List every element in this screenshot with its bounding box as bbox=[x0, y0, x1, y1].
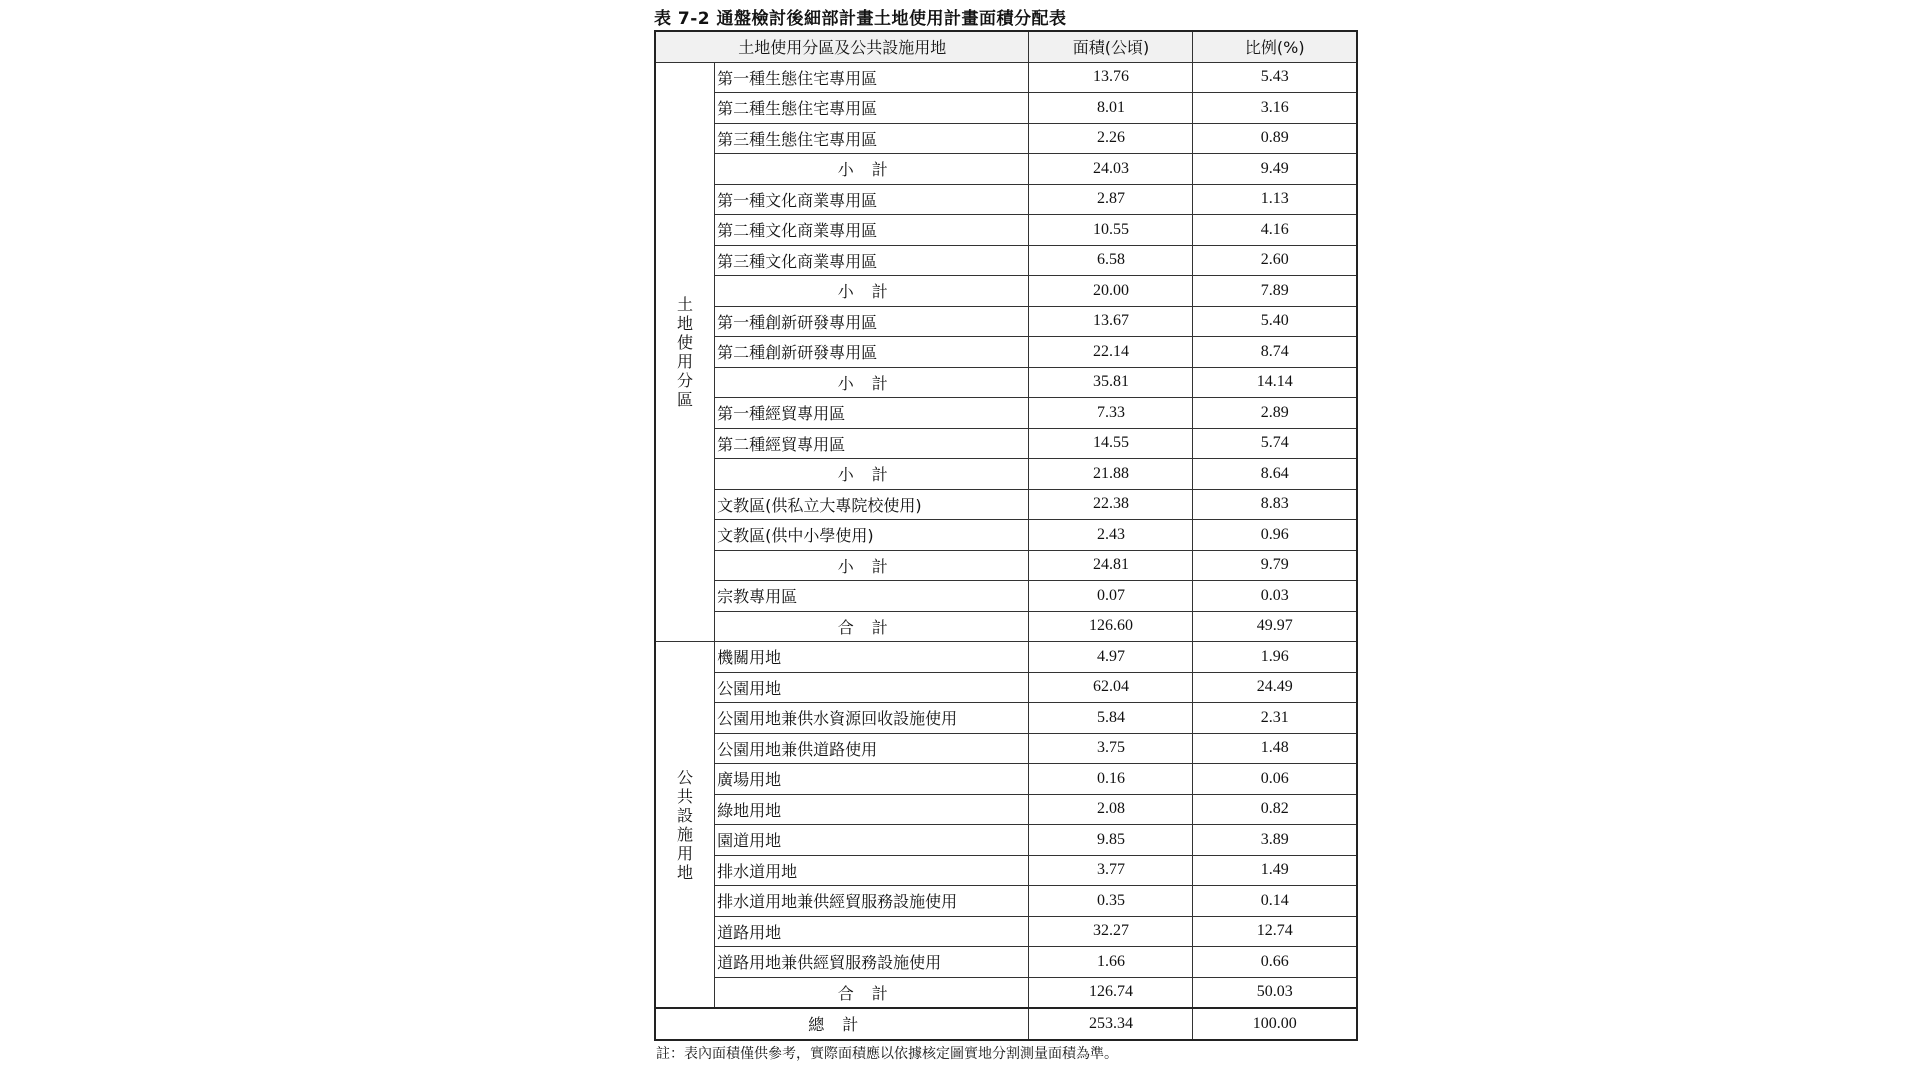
area-value: 2.43 bbox=[1029, 520, 1193, 551]
area-value: 2.87 bbox=[1029, 184, 1193, 215]
table-row bbox=[655, 642, 1357, 673]
table-row bbox=[655, 886, 1357, 917]
subtotal-row bbox=[655, 459, 1357, 490]
table-row bbox=[655, 581, 1357, 612]
zone-name: 道路用地兼供經貿服務設施使用 bbox=[715, 947, 1029, 978]
group-label: 土地使用分區 bbox=[677, 294, 694, 409]
ratio-value: 9.79 bbox=[1193, 550, 1357, 581]
area-value: 126.60 bbox=[1029, 611, 1193, 642]
table-row bbox=[655, 794, 1357, 825]
table-row bbox=[655, 855, 1357, 886]
ratio-value: 9.49 bbox=[1193, 154, 1357, 185]
zone-name: 第二種經貿專用區 bbox=[715, 428, 1029, 459]
ratio-value: 1.96 bbox=[1193, 642, 1357, 673]
zone-name: 道路用地 bbox=[715, 916, 1029, 947]
ratio-value: 0.03 bbox=[1193, 581, 1357, 612]
table-row bbox=[655, 947, 1357, 978]
area-value: 2.08 bbox=[1029, 794, 1193, 825]
table-row bbox=[655, 733, 1357, 764]
area-value: 7.33 bbox=[1029, 398, 1193, 429]
ratio-value: 0.14 bbox=[1193, 886, 1357, 917]
ratio-value: 0.96 bbox=[1193, 520, 1357, 551]
area-value: 3.77 bbox=[1029, 855, 1193, 886]
table-row bbox=[655, 245, 1357, 276]
subtotal-row bbox=[655, 611, 1357, 642]
grand-total-row bbox=[655, 1008, 1357, 1040]
table-row bbox=[655, 703, 1357, 734]
table-row bbox=[655, 215, 1357, 246]
zone-name: 第二種文化商業專用區 bbox=[715, 215, 1029, 246]
ratio-value: 12.74 bbox=[1193, 916, 1357, 947]
table-footnote: 註：表內面積僅供參考，實際面積應以依據核定圖實地分割測量面積為準。 bbox=[656, 1045, 1118, 1062]
ratio-value: 3.16 bbox=[1193, 93, 1357, 124]
subtotal-row bbox=[655, 276, 1357, 307]
zone-name: 公園用地 bbox=[715, 672, 1029, 703]
header-category: 土地使用分區及公共設施用地 bbox=[655, 31, 1029, 62]
area-value: 13.67 bbox=[1029, 306, 1193, 337]
area-value: 10.55 bbox=[1029, 215, 1193, 246]
zone-name: 第一種文化商業專用區 bbox=[715, 184, 1029, 215]
table-row bbox=[655, 93, 1357, 124]
subtotal-row bbox=[655, 154, 1357, 185]
zone-name: 機關用地 bbox=[715, 642, 1029, 673]
area-value: 0.16 bbox=[1029, 764, 1193, 795]
area-value: 24.81 bbox=[1029, 550, 1193, 581]
area-value: 0.07 bbox=[1029, 581, 1193, 612]
grand-total-label: 總計 bbox=[655, 1008, 1029, 1040]
zone-name: 第一種創新研發專用區 bbox=[715, 306, 1029, 337]
zone-name: 第三種文化商業專用區 bbox=[715, 245, 1029, 276]
ratio-value: 50.03 bbox=[1193, 977, 1357, 1008]
zone-name: 第二種生態住宅專用區 bbox=[715, 93, 1029, 124]
table-row bbox=[655, 916, 1357, 947]
ratio-value: 1.13 bbox=[1193, 184, 1357, 215]
table-row bbox=[655, 337, 1357, 368]
ratio-value: 1.49 bbox=[1193, 855, 1357, 886]
subtotal-label: 小計 bbox=[715, 154, 1029, 185]
zone-name: 園道用地 bbox=[715, 825, 1029, 856]
area-value: 126.74 bbox=[1029, 977, 1193, 1008]
table-row bbox=[655, 825, 1357, 856]
ratio-value: 24.49 bbox=[1193, 672, 1357, 703]
zone-name: 綠地用地 bbox=[715, 794, 1029, 825]
ratio-value: 49.97 bbox=[1193, 611, 1357, 642]
header-area: 面積(公頃) bbox=[1029, 31, 1193, 62]
ratio-value: 8.83 bbox=[1193, 489, 1357, 520]
table-body bbox=[655, 62, 1357, 1008]
ratio-value: 2.89 bbox=[1193, 398, 1357, 429]
table-row bbox=[655, 123, 1357, 154]
ratio-value: 0.89 bbox=[1193, 123, 1357, 154]
ratio-value: 0.82 bbox=[1193, 794, 1357, 825]
area-value: 8.01 bbox=[1029, 93, 1193, 124]
table-row bbox=[655, 62, 1357, 93]
area-value: 32.27 bbox=[1029, 916, 1193, 947]
zone-name: 廣場用地 bbox=[715, 764, 1029, 795]
subtotal-row bbox=[655, 550, 1357, 581]
subtotal-row bbox=[655, 367, 1357, 398]
subtotal-label: 小計 bbox=[715, 550, 1029, 581]
ratio-value: 8.74 bbox=[1193, 337, 1357, 368]
subtotal-label: 小計 bbox=[715, 367, 1029, 398]
area-value: 13.76 bbox=[1029, 62, 1193, 93]
ratio-value: 8.64 bbox=[1193, 459, 1357, 490]
ratio-value: 4.16 bbox=[1193, 215, 1357, 246]
area-value: 20.00 bbox=[1029, 276, 1193, 307]
zone-name: 宗教專用區 bbox=[715, 581, 1029, 612]
ratio-value: 5.43 bbox=[1193, 62, 1357, 93]
area-value: 35.81 bbox=[1029, 367, 1193, 398]
group-label-cell bbox=[655, 62, 715, 642]
group-label-cell bbox=[655, 642, 715, 1009]
table-row bbox=[655, 489, 1357, 520]
area-value: 0.35 bbox=[1029, 886, 1193, 917]
area-value: 21.88 bbox=[1029, 459, 1193, 490]
ratio-value: 2.60 bbox=[1193, 245, 1357, 276]
zone-name: 第一種經貿專用區 bbox=[715, 398, 1029, 429]
area-value: 62.04 bbox=[1029, 672, 1193, 703]
table-row bbox=[655, 306, 1357, 337]
area-value: 14.55 bbox=[1029, 428, 1193, 459]
zone-name: 文教區(供私立大專院校使用) bbox=[715, 489, 1029, 520]
document-page bbox=[654, 0, 1358, 1063]
area-value: 2.26 bbox=[1029, 123, 1193, 154]
area-value: 6.58 bbox=[1029, 245, 1193, 276]
table-row bbox=[655, 764, 1357, 795]
header-ratio: 比例(%) bbox=[1193, 31, 1357, 62]
ratio-value: 0.06 bbox=[1193, 764, 1357, 795]
zone-name: 第一種生態住宅專用區 bbox=[715, 62, 1029, 93]
area-value: 1.66 bbox=[1029, 947, 1193, 978]
ratio-value: 2.31 bbox=[1193, 703, 1357, 734]
subtotal-row bbox=[655, 977, 1357, 1008]
ratio-value: 14.14 bbox=[1193, 367, 1357, 398]
area-value: 4.97 bbox=[1029, 642, 1193, 673]
area-value: 9.85 bbox=[1029, 825, 1193, 856]
table-header-row bbox=[655, 31, 1357, 62]
area-value: 22.14 bbox=[1029, 337, 1193, 368]
table-row bbox=[655, 184, 1357, 215]
subtotal-label: 合計 bbox=[715, 611, 1029, 642]
subtotal-label: 小計 bbox=[715, 276, 1029, 307]
table-row bbox=[655, 672, 1357, 703]
grand-total-area: 253.34 bbox=[1029, 1008, 1193, 1040]
ratio-value: 5.74 bbox=[1193, 428, 1357, 459]
zone-name: 第二種創新研發專用區 bbox=[715, 337, 1029, 368]
land-use-area-table bbox=[654, 30, 1358, 1041]
subtotal-label: 合計 bbox=[715, 977, 1029, 1008]
table-row bbox=[655, 398, 1357, 429]
area-value: 24.03 bbox=[1029, 154, 1193, 185]
table-row bbox=[655, 520, 1357, 551]
zone-name: 第三種生態住宅專用區 bbox=[715, 123, 1029, 154]
zone-name: 公園用地兼供水資源回收設施使用 bbox=[715, 703, 1029, 734]
table-row bbox=[655, 428, 1357, 459]
ratio-value: 1.48 bbox=[1193, 733, 1357, 764]
grand-total-ratio: 100.00 bbox=[1193, 1008, 1357, 1040]
ratio-value: 7.89 bbox=[1193, 276, 1357, 307]
area-value: 5.84 bbox=[1029, 703, 1193, 734]
area-value: 22.38 bbox=[1029, 489, 1193, 520]
group-label: 公共設施用地 bbox=[677, 767, 694, 882]
zone-name: 文教區(供中小學使用) bbox=[715, 520, 1029, 551]
zone-name: 排水道用地兼供經貿服務設施使用 bbox=[715, 886, 1029, 917]
table-caption: 表 7-2 通盤檢討後細部計畫土地使用計畫面積分配表 bbox=[654, 9, 1067, 29]
zone-name: 公園用地兼供道路使用 bbox=[715, 733, 1029, 764]
ratio-value: 5.40 bbox=[1193, 306, 1357, 337]
ratio-value: 0.66 bbox=[1193, 947, 1357, 978]
ratio-value: 3.89 bbox=[1193, 825, 1357, 856]
area-value: 3.75 bbox=[1029, 733, 1193, 764]
zone-name: 排水道用地 bbox=[715, 855, 1029, 886]
subtotal-label: 小計 bbox=[715, 459, 1029, 490]
